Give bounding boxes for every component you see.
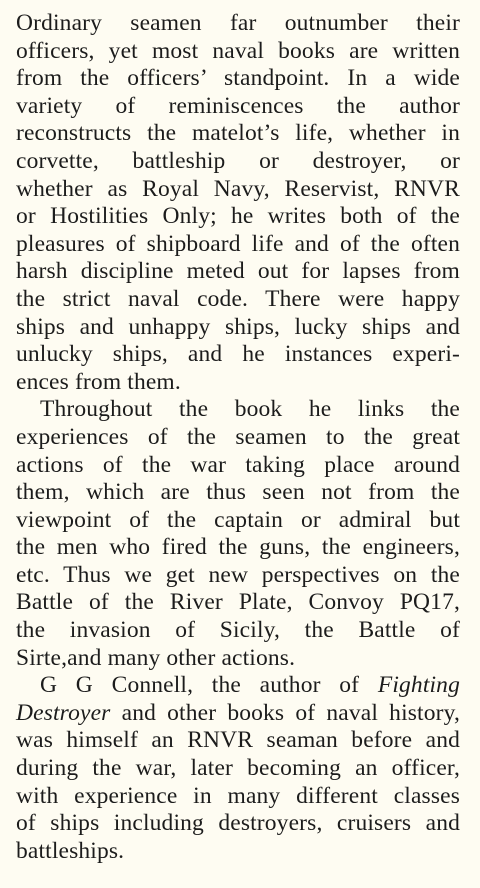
text-line: etc. Thus we get new perspectives on the <box>16 561 460 588</box>
text-line: Battle of the River Plate, Convoy PQ17, <box>16 589 460 616</box>
text-line: of ships including destroyers, cruisers and <box>16 810 460 837</box>
text-line: the strict naval code. There were happy <box>16 285 460 312</box>
text-run: G G Connell, the author of <box>40 672 378 699</box>
text-line: actions of the war taking place around <box>16 451 460 478</box>
paragraph-2 <box>16 396 460 672</box>
text-line: whether as Royal Navy, Reservist, RNVR <box>16 175 460 202</box>
text-line: variety of reminiscences the author <box>16 92 460 119</box>
paragraph-1 <box>16 10 460 396</box>
text-line: reconstructs the matelot’s life, whether in <box>16 120 460 147</box>
text-line: experiences of the seamen to the great <box>16 423 460 450</box>
text-line: viewpoint of the captain or admiral but <box>16 506 460 533</box>
text-line: officers, yet most naval books are written <box>16 37 460 64</box>
text-line: corvette, battleship or destroyer, or <box>16 147 460 174</box>
text-line: the men who fired the guns, the engineers, <box>16 534 460 561</box>
text-line <box>16 672 460 700</box>
text-line: or Hostilities Only; he writes both of the <box>16 203 460 230</box>
book-blurb <box>16 10 460 865</box>
text-line: battleships. <box>16 837 125 864</box>
text-line: them, which are thus seen not from the <box>16 479 460 506</box>
text-line: during the war, later becoming an officer, <box>16 755 460 782</box>
book-title-italic: Fighting <box>377 672 460 699</box>
text-line: unlucky ships, and he instances experi- <box>16 341 460 368</box>
text-line: Sirte,and many other actions. <box>16 644 296 671</box>
book-title-italic: Destroyer <box>16 699 111 726</box>
text-line: was himself an RNVR seaman before and <box>16 727 460 754</box>
text-line: from the officers’ standpoint. In a wide <box>16 65 460 92</box>
text-line: the invasion of Sicily, the Battle of <box>16 617 460 644</box>
text-line: Throughout the book he links the <box>40 396 460 423</box>
text-line: Ordinary seamen far outnumber their <box>16 10 460 36</box>
text-run: and other books of naval history, <box>110 699 460 726</box>
text-line <box>16 700 460 728</box>
paragraph-3 <box>16 672 460 865</box>
text-line: harsh discipline meted out for lapses from <box>16 258 460 285</box>
text-line: ences from them. <box>16 368 181 395</box>
text-line: pleasures of shipboard life and of the often <box>16 230 460 257</box>
text-line: ships and unhappy ships, lucky ships and <box>16 313 460 340</box>
text-line: with experience in many different classes <box>16 782 460 809</box>
